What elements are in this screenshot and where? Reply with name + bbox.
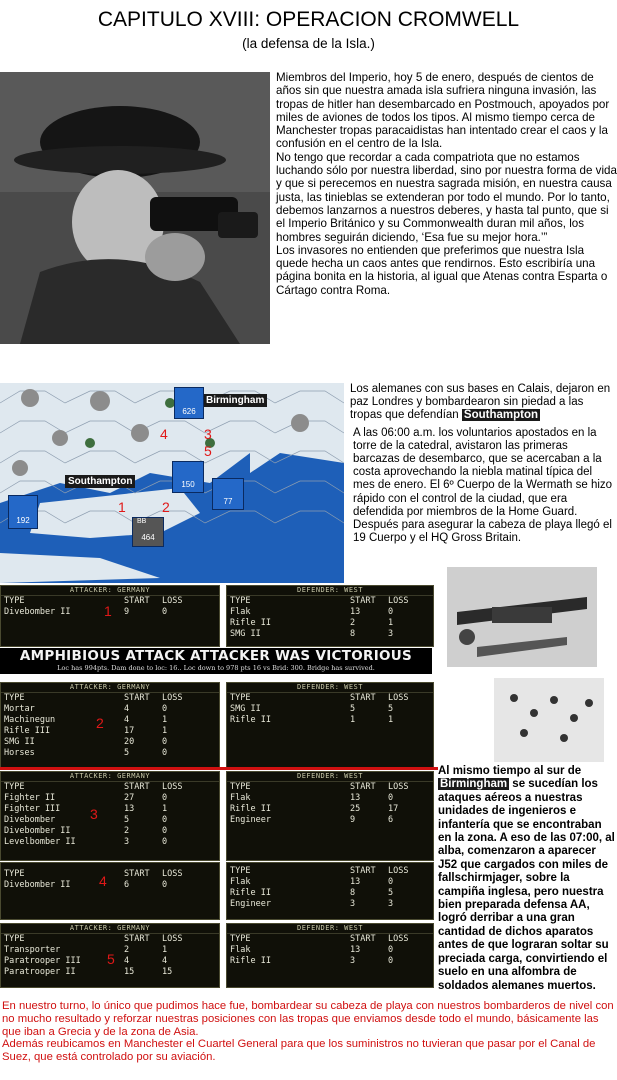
section2-intro: Los alemanes con sus bases en Calais, dejaron en paz Londres y bombardearon sin piedad a las tropas que defendían (350, 383, 611, 422)
table-row: SMG II 20 0 (4, 737, 168, 747)
combat-marker: 4 (99, 873, 107, 889)
map-marker: 2 (162, 499, 170, 515)
table-row: Fighter II 27 0 (4, 793, 168, 803)
attacker-header: ATTACKER: GERMANY (1, 772, 219, 782)
table-row: Rifle II 3 0 (230, 956, 394, 966)
table-row: Rifle II 1 1 (230, 715, 394, 725)
footer-paragraph: Además reubicamos en Manchester el Cuartel General para que los suministros no tuvieran que pasar por el Canal de Suez, que está controlado por su aviación. (2, 1038, 596, 1064)
paratroopers-photo (494, 678, 604, 762)
banner-title: AMPHIBIOUS ATTACK ATTACKER WAS VICTORIOUS (19, 648, 413, 664)
table-row: Divebomber 5 0 (4, 815, 168, 825)
section2-body: A las 06:00 a.m. los voluntarios apostados en la torre de la catedral, avistaron las primeras barcazas de desembarco, que se acercaban a la costa aprovechando la niebla matinal típica del mes de enero. El 6º Cuerpo de la Wermath se hizo rápido con el control de la ciudad, que era defendida por miembros de la Home Guard. Después para asegurar la cabeza de playa llegó el 19 Cuerpo y el HQ Gross Britain. (353, 426, 613, 545)
table-row: Machinegun 4 1 (4, 715, 168, 725)
section3-body: se sucedían los ataques aéreos a nuestras unidades de ingenieros e infantería que se encontraban en la zona. A eso de las 07:00, al alba, comenzaron a aparecer J52 que cargados con miles de fallschirmjager, sobre la campiña inglesa, pero nuestra bien preparada defensa AA, logró derribar a una gran cantidad de dichos aparatos antes de que lograran soltar su preciada carga, convirtiendo el suelo en una alfombra de soldados alemanes muertos. (438, 778, 615, 992)
table-row: Fighter III 13 1 (4, 804, 168, 814)
combat3-defender-panel: DEFENDER: WEST TYPE START LOSS Flak 13 0 Rifle II 25 17 Engineer 9 6 (226, 771, 434, 861)
combat4-defender-panel: TYPE START LOSS Flak 13 0 Rifle II 8 5 Engineer 3 3 (226, 862, 434, 920)
soldier-illustration (0, 72, 270, 344)
combat1-attacker-panel: ATTACKER: GERMANY TYPE START LOSS Divebomber II 9 0 1 (0, 585, 220, 647)
paratroopers-illustration (494, 678, 604, 762)
defender-header: DEFENDER: WEST (227, 586, 433, 596)
table-row: Rifle II 8 5 (230, 888, 394, 898)
soldier-binoculars-photo (0, 72, 270, 344)
intro-text (276, 71, 617, 297)
combat-marker: 2 (96, 715, 104, 731)
table-row: Rifle II 2 1 (230, 618, 394, 628)
table-row: Divebomber II 9 0 (4, 607, 168, 617)
unit-counter[interactable]: 464 (132, 517, 164, 547)
combat-marker: 1 (104, 603, 112, 619)
intro-paragraph: Miembros del Imperio, hoy 5 de enero, después de cientos de años sin que nuestra amada isla sufriera ninguna invasión, las tropas de hitler han desembarcado en Postmouch, apoyados por miles de aviones de todos los tipos. Al mismo tiempo cerca de Manchester tropas paracaidistas han intentado crear el caos y la confusión en el centro de la Isla. (276, 71, 610, 151)
table-row: Engineer 3 3 (230, 899, 394, 909)
footer-text (2, 1000, 614, 1064)
city-label-south: Southampton (65, 475, 135, 488)
table-row: Transporter 2 1 (4, 945, 168, 955)
map-marker: 1 (118, 499, 126, 515)
combat5-defender-panel: DEFENDER: WEST TYPE START LOSS Flak 13 0 Rifle II 3 0 (226, 923, 434, 988)
defender-header: DEFENDER: WEST (227, 683, 433, 693)
city-label-north: Birmingham (203, 394, 267, 407)
attacker-header: ATTACKER: GERMANY (1, 586, 219, 596)
intro-paragraph: No tengo que recordar a cada compatriota que no estamos luchando sólo por nuestra liberdad, sino por nuestra forma de vida y que si perecemos en nuestra sagrada misión, en nuestra causa justa, las tinieblas se extenderan por todo el mundo. Por lo tanto, debemos lanzarnos a nuestros deberes, y hasta tal punto, que si el Imperio Británico y su Commonwealth duran mil años, los hombres seguirán diciendo, ‘Esa fue su mejor hora.’” (276, 150, 617, 244)
intro-paragraph: Los invasores no entienden que preferimos que nuestra Isla quede hecha un caos antes que rendirnos. Esto escribiría una página bonita en la historia, al igual que Atenas contra Esparta o Cártago contra Roma. (276, 243, 608, 297)
combat2-defender-panel: DEFENDER: WEST TYPE START LOSS SMG II 5 5 Rifle II 1 1 (226, 682, 434, 770)
highlight-southampton: Southampton (463, 409, 539, 422)
table-row: Rifle III 17 1 (4, 726, 168, 736)
table-row: Flak 13 0 (230, 793, 394, 803)
highlight-birmingham: Birmingham (440, 778, 508, 791)
section3-lead: Al mismo tiempo al sur de (438, 765, 582, 777)
combat3-attacker-panel: ATTACKER: GERMANY TYPE START LOSS Fighter II 27 0 Fighter III 13 1 Divebomber 5 0 Divebomber II 2 0 Levelbomber II 3 0 3 (0, 771, 220, 861)
unit-type-label: BB (137, 518, 147, 525)
table-row: Divebomber II 6 0 (4, 880, 168, 890)
combat2-attacker-panel: ATTACKER: GERMANY TYPE START LOSS Mortar 4 0 Machinegun 4 1 Rifle III 17 1 SMG II 20 0 Horses 5 0 2 (0, 682, 220, 770)
attacker-header: ATTACKER: GERMANY (1, 924, 219, 934)
defender-header: DEFENDER: WEST (227, 924, 433, 934)
table-row: Paratrooper III 4 4 (4, 956, 168, 966)
ju52-aircraft-photo (447, 567, 597, 667)
footer-paragraph: En nuestro turno, lo único que pudimos hace fue, bombardear su cabeza de playa con nuestros bombarderos de nivel con no mucho resultado y reforzar nuestras posiciones con las tropas que enviamos desde todo el mundo, básicamente las que iban a Grecia y de la zona de Asia. (2, 1000, 614, 1038)
table-row: Divebomber II 2 0 (4, 826, 168, 836)
amphibious-victory-banner (0, 648, 432, 674)
attacker-header: ATTACKER: GERMANY (1, 683, 219, 693)
section2-text (350, 383, 617, 545)
combat5-attacker-panel: ATTACKER: GERMANY TYPE START LOSS Transporter 2 1 Paratrooper III 4 4 Paratrooper II 15 15 5 (0, 923, 220, 988)
banner-detail: Loc has 994pts. Dam done to loc: 16.. Loc down to 978 pts 16 vs Brid: 300. Bridge has survived. (57, 664, 375, 672)
aircraft-illustration (447, 567, 597, 667)
defender-header: DEFENDER: WEST (227, 772, 433, 782)
table-row: Paratrooper II 15 15 (4, 967, 173, 977)
page-title: CAPITULO XVIII: OPERACION CROMWELL (97, 8, 520, 31)
table-row: Mortar 4 0 (4, 704, 168, 714)
unit-counter[interactable]: 77 (212, 478, 244, 510)
table-row: SMG II 5 5 (230, 704, 394, 714)
table-row: Engineer 9 6 (230, 815, 394, 825)
combat-marker: 3 (90, 806, 98, 822)
red-divider (0, 767, 438, 770)
unit-counter[interactable]: 626 (174, 387, 204, 419)
table-row: Levelbomber II 3 0 (4, 837, 168, 847)
combat1-defender-panel: DEFENDER: WEST TYPE START LOSS Flak 13 0 Rifle II 2 1 SMG II 8 3 (226, 585, 434, 647)
map-marker: 4 (160, 426, 168, 442)
section3-text (438, 765, 617, 993)
combat-marker: 5 (107, 951, 115, 967)
table-row: Horses 5 0 (4, 748, 168, 758)
unit-counter[interactable]: 150 (172, 461, 204, 493)
table-row: Flak 13 0 (230, 607, 394, 617)
map-marker: 5 (204, 443, 212, 459)
table-row: Flak 13 0 (230, 945, 394, 955)
unit-counter[interactable]: 192 (8, 495, 38, 529)
table-row: Rifle II 25 17 (230, 804, 399, 814)
table-row: Flak 13 0 (230, 877, 394, 887)
page-subtitle: (la defensa de la Isla.) (242, 36, 375, 51)
map-marker: 3 (204, 426, 212, 442)
campaign-map (0, 383, 344, 583)
table-row: SMG II 8 3 (230, 629, 394, 639)
combat4-attacker-panel: TYPE START LOSS Divebomber II 6 0 4 (0, 862, 220, 920)
